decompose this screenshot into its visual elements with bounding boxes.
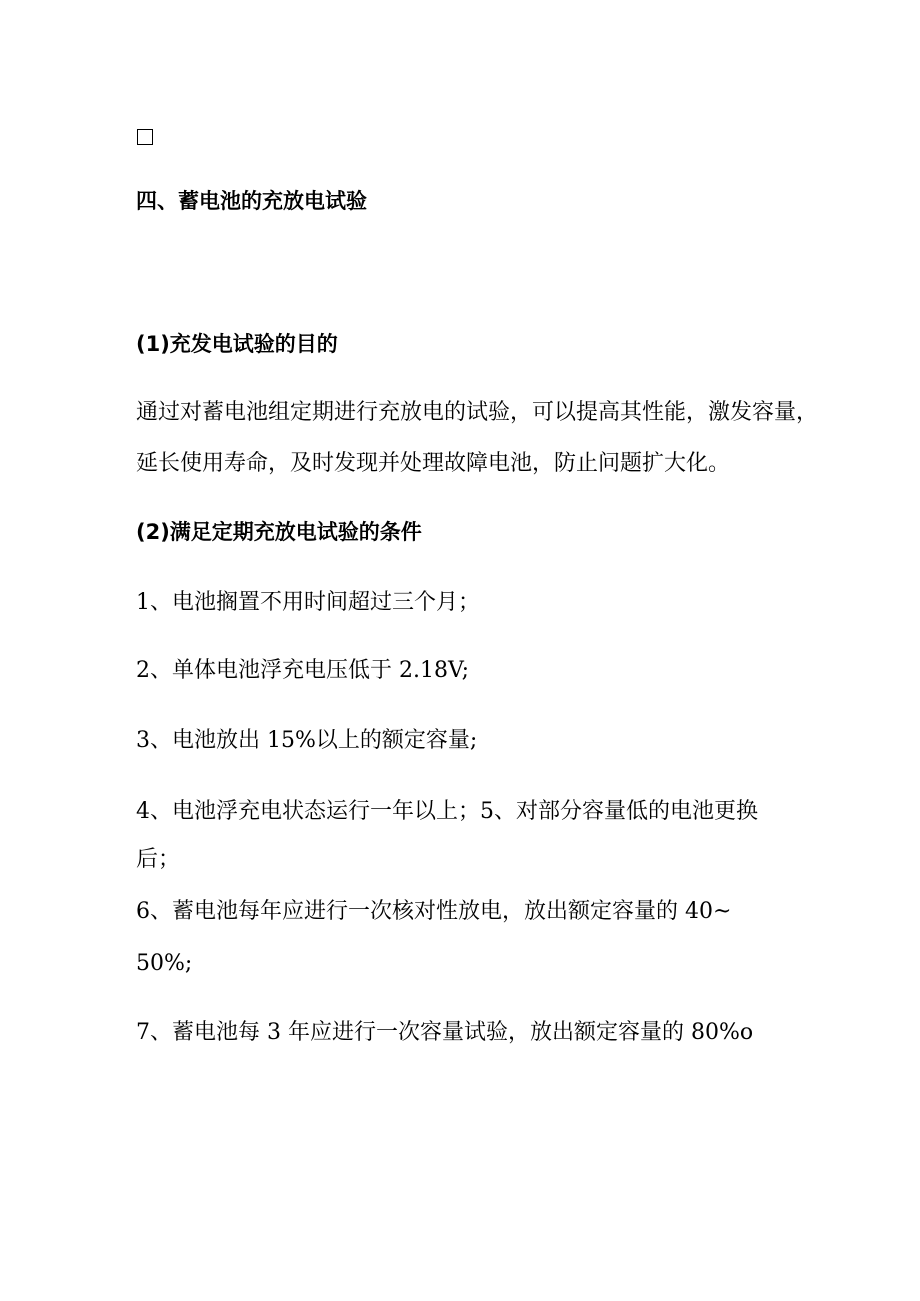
list-item: 7、蓄电池每 3 年应进行一次容量试验，放出额定容量的 80%o (136, 1020, 754, 1045)
subheading-purpose: (1)充发电试验的目的 (136, 332, 338, 356)
list-item: 4、电池浮充电状态运行一年以上；5、对部分容量低的电池更换 (136, 799, 758, 824)
list-item: 1、电池搁置不用时间超过三个月； (136, 590, 480, 615)
list-item-continuation: 50%; (136, 951, 193, 976)
checkbox-icon (137, 129, 153, 145)
list-item: 6、蓄电池每年应进行一次核对性放电，放出额定容量的 40~ (136, 899, 732, 924)
list-item: 2、单体电池浮充电压低于 2.18V; (136, 658, 470, 683)
paragraph-line: 延长使用寿命，及时发现并处理故障电池，防止问题扩大化。 (136, 451, 731, 476)
paragraph-line: 通过对蓄电池组定期进行充放电的试验，可以提高其性能，激发容量， (136, 400, 819, 425)
subheading-conditions: (2)满足定期充放电试验的条件 (136, 520, 422, 544)
list-item: 3、电池放出 15%以上的额定容量; (136, 728, 478, 753)
list-item-continuation: 后； (136, 847, 181, 872)
section-title: 四、蓄电池的充放电试验 (136, 189, 367, 213)
